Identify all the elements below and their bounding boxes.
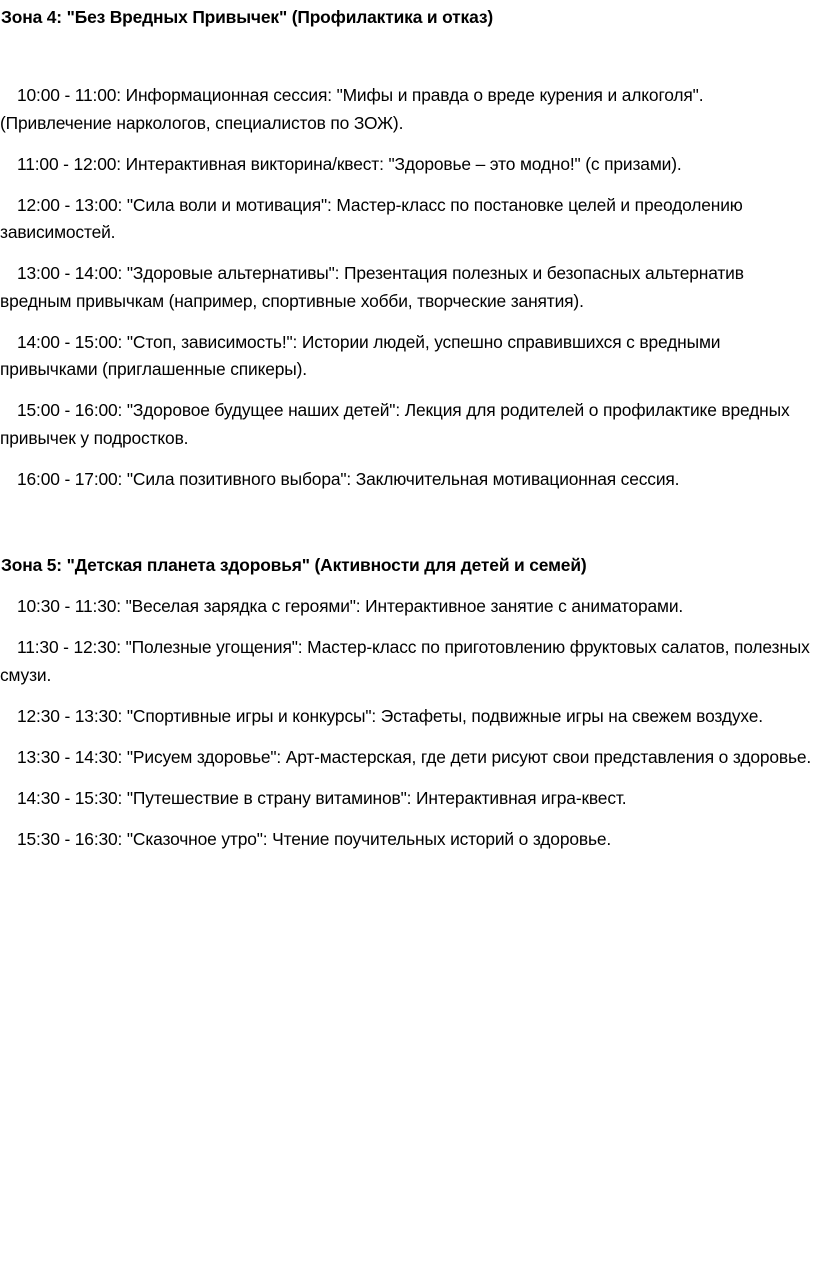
schedule-entry: 11:00 - 12:00: Интерактивная викторина/квест: "Здоровье – это модно!" (с призами). <box>17 153 682 174</box>
schedule-entry: 13:30 - 14:30: "Рисуем здоровье": Арт-мастерская, где дети рисуют свои представления о здоровье. <box>17 746 812 767</box>
schedule-entry: 15:00 - 16:00: "Здоровое будущее наших детей": Лекция для родителей о профилактике вредных привычек у подростков. <box>0 400 790 448</box>
schedule-entry: 11:30 - 12:30: "Полезные угощения": Мастер-класс по приготовлению фруктовых салатов, полезных смузи. <box>0 637 810 685</box>
zone-4-schedule <box>0 82 816 507</box>
schedule-entry: 15:30 - 16:30: "Сказочное утро": Чтение поучительных историй о здоровье. <box>17 828 612 849</box>
zone-5-schedule <box>0 593 816 867</box>
schedule-entry: 10:30 - 11:30: "Веселая зарядка с героями": Интерактивное занятие с аниматорами. <box>17 596 684 616</box>
zone-5-heading: Зона 5: "Детская планета здоровья" (Активности для детей и семей) <box>1 555 587 575</box>
schedule-entry: 12:00 - 13:00: "Сила воли и мотивация": Мастер-класс по постановке целей и преодолению зависимостей. <box>0 194 743 242</box>
zone-4-heading: Зона 4: "Без Вредных Привычек" (Профилактика и отказ) <box>1 7 493 27</box>
schedule-entry: 14:30 - 15:30: "Путешествие в страну витаминов": Интерактивная игра-квест. <box>17 787 627 808</box>
schedule-entry: 10:00 - 11:00: Информационная сессия: "Мифы и правда о вреде курения и алкоголя". (Привлечение наркологов, специалистов по ЗОЖ). <box>0 85 704 133</box>
schedule-entry: 16:00 - 17:00: "Сила позитивного выбора": Заключительная мотивационная сессия. <box>17 468 680 489</box>
schedule-entry: 12:30 - 13:30: "Спортивные игры и конкурсы": Эстафеты, подвижные игры на свежем воздухе. <box>17 705 763 726</box>
schedule-entry: 14:00 - 15:00: "Стоп, зависимость!": Истории людей, успешно справившихся с вредными привычками (приглашенные спикеры). <box>0 331 721 379</box>
schedule-entry: 13:00 - 14:00: "Здоровые альтернативы": Презентация полезных и безопасных альтернатив вредным привычкам (например, спортивные хобби, творческие занятия). <box>0 263 744 311</box>
